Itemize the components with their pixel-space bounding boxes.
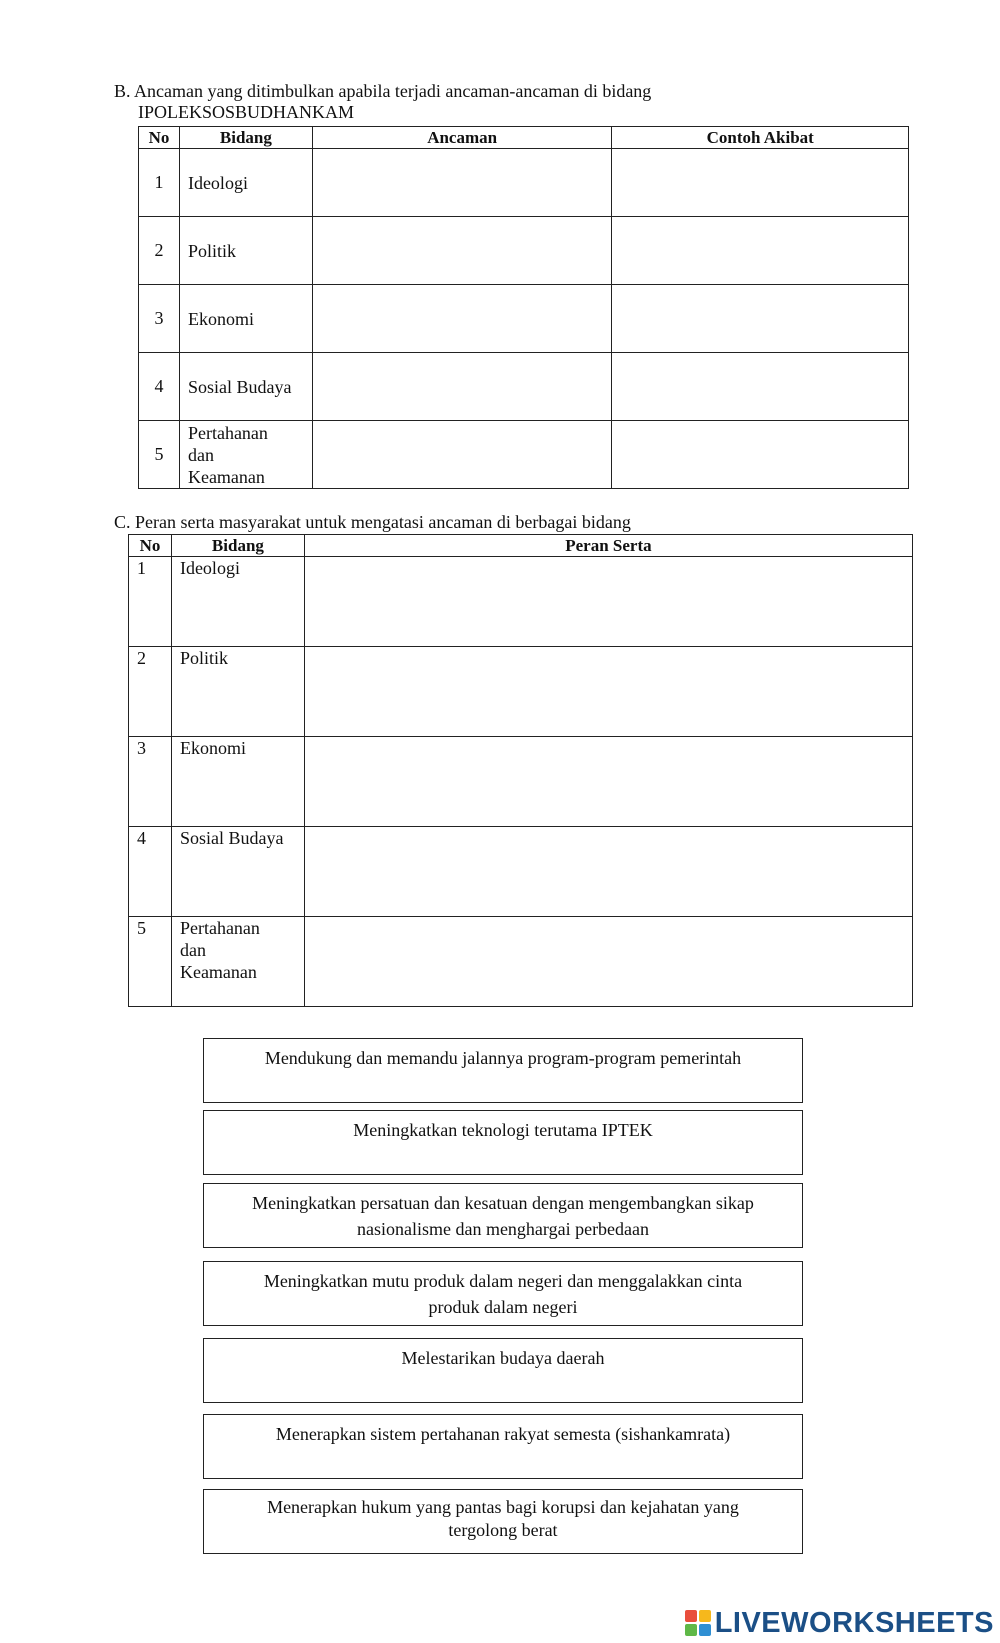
option-card[interactable] (203, 1414, 803, 1479)
table-row (139, 149, 909, 217)
row-bidang (171, 917, 304, 1007)
row-bidang-line: Keamanan (179, 962, 257, 982)
option-text-line: Meningkatkan teknologi terutama IPTEK (353, 1120, 653, 1140)
header-ancaman: Ancaman (312, 127, 612, 149)
ancaman-input-cell[interactable] (312, 217, 612, 285)
peran-serta-drop-cell[interactable] (304, 827, 912, 917)
header-contoh-akibat: Contoh Akibat (612, 127, 909, 149)
logo-square (699, 1610, 711, 1622)
logo-square (685, 1624, 697, 1636)
peran-serta-drop-cell[interactable] (304, 647, 912, 737)
row-bidang (179, 421, 312, 489)
row-bidang: Sosial Budaya (171, 827, 304, 917)
ancaman-input-cell[interactable] (312, 421, 612, 489)
section-b-heading (114, 81, 651, 123)
section-c-heading: C. Peran serta masyarakat untuk mengatasi ancaman di berbagai bidang (114, 512, 631, 532)
table-row (129, 917, 913, 1007)
header-peran-serta: Peran Serta (304, 535, 912, 557)
row-number: 1 (129, 557, 172, 647)
liveworksheets-logo-text: LIVEWORKSHEETS (714, 1606, 994, 1639)
ancaman-input-cell[interactable] (312, 285, 612, 353)
row-bidang: Politik (179, 217, 312, 285)
contoh-akibat-input-cell[interactable] (612, 217, 909, 285)
row-number: 1 (139, 149, 180, 217)
row-number: 2 (139, 217, 180, 285)
option-text-line: Menerapkan sistem pertahanan rakyat semesta (sishankamrata) (275, 1424, 731, 1444)
row-bidang-line: Pertahanan (179, 918, 260, 938)
header-no: No (129, 535, 172, 557)
row-bidang-line: dan (179, 940, 206, 960)
table-header-row (129, 535, 913, 557)
threat-table (138, 126, 909, 489)
table-row (129, 557, 913, 647)
option-text-line: nasionalisme dan menghargai perbedaan (356, 1219, 650, 1239)
option-text-line: Meningkatkan mutu produk dalam negeri dan menggalakkan cinta (263, 1271, 743, 1291)
table-row (129, 737, 913, 827)
row-bidang: Ekonomi (179, 285, 312, 353)
row-bidang: Ideologi (171, 557, 304, 647)
row-bidang-line: Keamanan (187, 466, 265, 487)
table-row (139, 285, 909, 353)
table-row (139, 353, 909, 421)
logo-square (699, 1624, 711, 1636)
contoh-akibat-input-cell[interactable] (612, 421, 909, 489)
row-number: 5 (139, 421, 180, 489)
contoh-akibat-input-cell[interactable] (612, 285, 909, 353)
row-bidang: Sosial Budaya (179, 353, 312, 421)
row-number: 4 (129, 827, 172, 917)
table-row (139, 421, 909, 489)
row-number: 5 (129, 917, 172, 1007)
liveworksheets-logo (685, 1606, 994, 1640)
option-text-line: Meningkatkan persatuan dan kesatuan dengan mengembangkan sikap (252, 1193, 754, 1213)
table-row (129, 647, 913, 737)
option-card[interactable] (203, 1110, 803, 1175)
header-bidang: Bidang (179, 127, 312, 149)
row-bidang-line: Pertahanan (187, 422, 268, 443)
section-b-heading-line2: IPOLEKSOSBUDHANKAM (138, 102, 355, 122)
row-number: 2 (129, 647, 172, 737)
header-bidang: Bidang (171, 535, 304, 557)
section-b-heading-line1: B. Ancaman yang ditimbulkan apabila terjadi ancaman-ancaman di bidang (114, 81, 652, 101)
logo-square (685, 1610, 697, 1622)
peran-serta-drop-cell[interactable] (304, 917, 912, 1007)
table-row (129, 827, 913, 917)
header-no: No (139, 127, 180, 149)
option-text-line: Mendukung dan memandu jalannya program-program pemerintah (264, 1048, 742, 1068)
option-card[interactable] (203, 1338, 803, 1403)
row-number: 4 (139, 353, 180, 421)
row-bidang: Ekonomi (171, 737, 304, 827)
table-header-row (139, 127, 909, 149)
ancaman-input-cell[interactable] (312, 353, 612, 421)
option-card[interactable] (203, 1038, 803, 1103)
liveworksheets-logo-icon (685, 1610, 711, 1636)
peran-serta-drop-cell[interactable] (304, 557, 912, 647)
option-card[interactable] (203, 1489, 803, 1554)
row-number: 3 (139, 285, 180, 353)
role-table (128, 534, 913, 1007)
option-card[interactable] (203, 1261, 803, 1326)
ancaman-input-cell[interactable] (312, 149, 612, 217)
row-bidang: Ideologi (179, 149, 312, 217)
row-number: 3 (129, 737, 172, 827)
option-text-line: tergolong berat (448, 1520, 558, 1540)
option-text-line: Melestarikan budaya daerah (401, 1348, 605, 1368)
peran-serta-drop-cell[interactable] (304, 737, 912, 827)
option-text-line: produk dalam negeri (428, 1297, 578, 1317)
table-row (139, 217, 909, 285)
contoh-akibat-input-cell[interactable] (612, 149, 909, 217)
row-bidang-line: dan (187, 444, 214, 465)
contoh-akibat-input-cell[interactable] (612, 353, 909, 421)
option-card[interactable] (203, 1183, 803, 1248)
row-bidang: Politik (171, 647, 304, 737)
option-text-line: Menerapkan hukum yang pantas bagi korupsi dan kejahatan yang (267, 1497, 739, 1517)
